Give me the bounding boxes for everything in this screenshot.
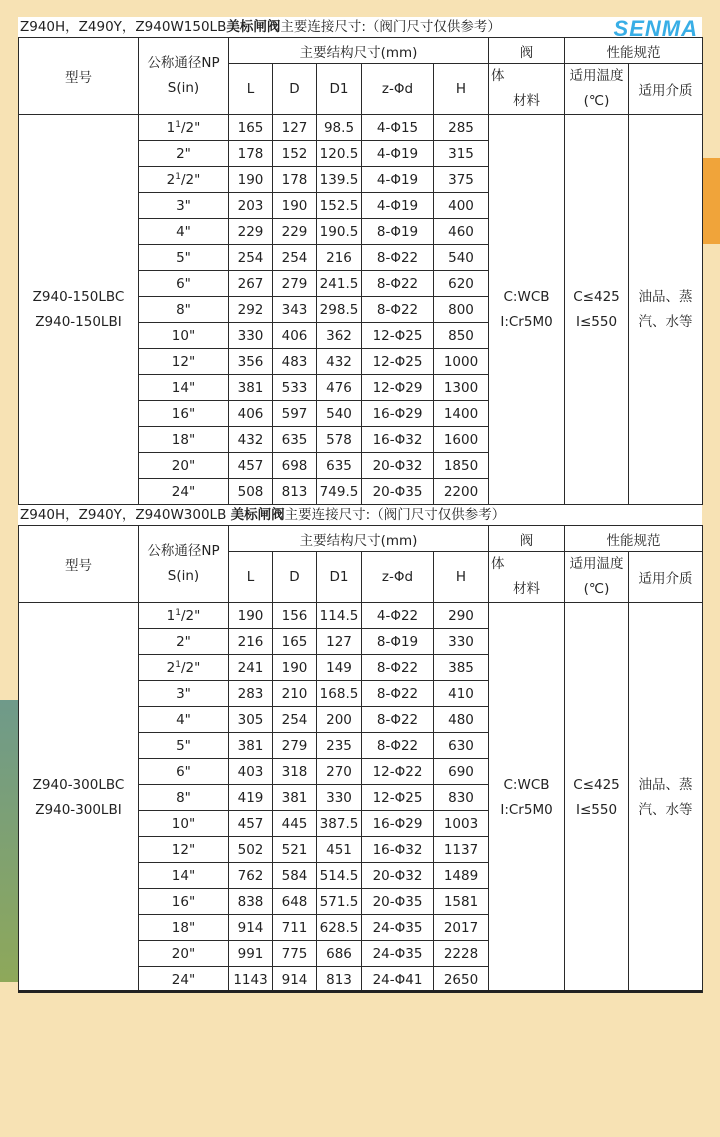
size-whole: 3": [176, 685, 191, 702]
size-cell: [139, 629, 229, 655]
header-nominal: 公称通径NP S(in): [139, 526, 229, 603]
size-whole: 14": [171, 379, 196, 396]
cell-z-d: 12-Φ25: [362, 349, 434, 375]
size-cell: [139, 837, 229, 863]
size-sup: 1: [175, 171, 181, 182]
table-1: [18, 37, 703, 505]
material-cell: C:WCB I:Cr5M0: [489, 115, 565, 505]
cell-H: 400: [434, 193, 489, 219]
cell-D1: 168.5: [317, 681, 362, 707]
bottom-rule: [18, 990, 702, 993]
cell-H: 410: [434, 681, 489, 707]
header-L: L: [229, 552, 273, 603]
cell-D: 156: [273, 603, 317, 629]
table-1-title-suffix: 主要连接尺寸:（阀门尺寸仅供参考）: [280, 19, 501, 35]
cell-L: 254: [229, 245, 273, 271]
size-cell: [139, 453, 229, 479]
cell-H: 315: [434, 141, 489, 167]
header-valve-body: 阀: [489, 526, 565, 552]
size-whole: 10": [171, 815, 196, 832]
cell-z-d: 12-Φ29: [362, 375, 434, 401]
cell-z-d: 20-Φ32: [362, 863, 434, 889]
cell-D1: 152.5: [317, 193, 362, 219]
size-whole: 6": [176, 763, 191, 780]
cell-L: 457: [229, 453, 273, 479]
medium-cell: 油品、蒸汽、水等: [629, 603, 703, 993]
size-whole: 2: [166, 171, 176, 188]
size-cell: [139, 375, 229, 401]
cell-D1: 241.5: [317, 271, 362, 297]
header-main-dims: 主要结构尺寸(mm): [229, 38, 489, 64]
cell-D: 279: [273, 733, 317, 759]
cell-H: 290: [434, 603, 489, 629]
cell-D1: 362: [317, 323, 362, 349]
cell-D: 318: [273, 759, 317, 785]
cell-D1: 127: [317, 629, 362, 655]
cell-D: 698: [273, 453, 317, 479]
cell-H: 2017: [434, 915, 489, 941]
cell-L: 330: [229, 323, 273, 349]
header-model: 型号: [19, 38, 139, 115]
header-material-cell: [489, 64, 565, 115]
header-body-char: 体: [491, 556, 505, 572]
cell-H: 690: [434, 759, 489, 785]
cell-H: 620: [434, 271, 489, 297]
table-2-title: [18, 505, 702, 525]
cell-H: 1850: [434, 453, 489, 479]
size-whole: 14": [171, 867, 196, 884]
cell-L: 292: [229, 297, 273, 323]
cell-L: 190: [229, 167, 273, 193]
header-body-char: 体: [491, 68, 505, 84]
cell-H: 830: [434, 785, 489, 811]
cell-D: 381: [273, 785, 317, 811]
cell-D: 584: [273, 863, 317, 889]
cell-H: 1003: [434, 811, 489, 837]
cell-z-d: 24-Φ41: [362, 967, 434, 993]
cell-L: 403: [229, 759, 273, 785]
cell-z-d: 24-Φ35: [362, 941, 434, 967]
cell-D1: 514.5: [317, 863, 362, 889]
size-cell: [139, 967, 229, 993]
cell-z-d: 8-Φ22: [362, 271, 434, 297]
size-cell: [139, 167, 229, 193]
size-whole: 8": [176, 789, 191, 806]
header-H: H: [434, 552, 489, 603]
size-cell: [139, 603, 229, 629]
cell-z-d: 8-Φ22: [362, 681, 434, 707]
header-H: H: [434, 64, 489, 115]
cell-z-d: 4-Φ19: [362, 193, 434, 219]
size-cell: [139, 115, 229, 141]
cell-H: 630: [434, 733, 489, 759]
header-z-d: z-Φd: [362, 64, 434, 115]
cell-D1: 635: [317, 453, 362, 479]
cell-D: 775: [273, 941, 317, 967]
cell-D1: 149: [317, 655, 362, 681]
table-1-title: [18, 16, 702, 41]
size-rest: /2": [180, 119, 201, 136]
left-accent-bar: [0, 700, 18, 982]
cell-L: 229: [229, 219, 273, 245]
table-row: [19, 115, 703, 141]
size-whole: 10": [171, 327, 196, 344]
size-cell: [139, 707, 229, 733]
cell-D1: 686: [317, 941, 362, 967]
cell-D: 597: [273, 401, 317, 427]
cell-H: 1300: [434, 375, 489, 401]
size-cell: [139, 785, 229, 811]
cell-D: 914: [273, 967, 317, 993]
cell-H: 385: [434, 655, 489, 681]
size-rest: /2": [180, 607, 201, 624]
cell-D: 190: [273, 193, 317, 219]
cell-H: 1000: [434, 349, 489, 375]
table-1-title-prefix: Z940H，Z490Y，Z940W150LB: [20, 19, 227, 35]
cell-D1: 298.5: [317, 297, 362, 323]
cell-L: 203: [229, 193, 273, 219]
header-medium: 适用介质: [629, 552, 703, 603]
cell-D1: 813: [317, 967, 362, 993]
cell-L: 406: [229, 401, 273, 427]
cell-H: 1600: [434, 427, 489, 453]
cell-D1: 628.5: [317, 915, 362, 941]
cell-D1: 330: [317, 785, 362, 811]
cell-D1: 578: [317, 427, 362, 453]
cell-L: 419: [229, 785, 273, 811]
cell-L: 991: [229, 941, 273, 967]
cell-L: 190: [229, 603, 273, 629]
cell-D1: 571.5: [317, 889, 362, 915]
cell-D: 152: [273, 141, 317, 167]
cell-H: 850: [434, 323, 489, 349]
cell-L: 267: [229, 271, 273, 297]
header-valve-body: 阀: [489, 38, 565, 64]
model-cell: Z940-150LBC Z940-150LBI: [19, 115, 139, 505]
cell-L: 283: [229, 681, 273, 707]
cell-L: 838: [229, 889, 273, 915]
header-temp: 适用温度(℃): [565, 552, 629, 603]
size-cell: [139, 323, 229, 349]
cell-z-d: 12-Φ25: [362, 785, 434, 811]
size-whole: 3": [176, 197, 191, 214]
size-whole: 1: [166, 119, 176, 136]
cell-H: 480: [434, 707, 489, 733]
cell-L: 381: [229, 733, 273, 759]
header-temp: 适用温度(℃): [565, 64, 629, 115]
table-1-title-bold: 美标闸阀: [226, 19, 281, 35]
cell-D: 635: [273, 427, 317, 453]
cell-D1: 216: [317, 245, 362, 271]
cell-L: 381: [229, 375, 273, 401]
header-main-dims: 主要结构尺寸(mm): [229, 526, 489, 552]
table-2-title-prefix: Z940H，Z940Y，Z940W300LB: [20, 507, 231, 523]
cell-H: 460: [434, 219, 489, 245]
size-rest: /2": [180, 171, 201, 188]
cell-H: 1489: [434, 863, 489, 889]
cell-D1: 120.5: [317, 141, 362, 167]
size-cell: [139, 655, 229, 681]
size-cell: [139, 245, 229, 271]
size-whole: 16": [171, 893, 196, 910]
cell-L: 762: [229, 863, 273, 889]
cell-z-d: 8-Φ22: [362, 655, 434, 681]
cell-H: 2650: [434, 967, 489, 993]
cell-z-d: 8-Φ22: [362, 297, 434, 323]
size-whole: 8": [176, 301, 191, 318]
cell-D1: 387.5: [317, 811, 362, 837]
cell-z-d: 20-Φ32: [362, 453, 434, 479]
cell-z-d: 12-Φ25: [362, 323, 434, 349]
cell-D: 127: [273, 115, 317, 141]
size-cell: [139, 219, 229, 245]
cell-D: 178: [273, 167, 317, 193]
cell-H: 1581: [434, 889, 489, 915]
cell-z-d: 4-Φ22: [362, 603, 434, 629]
cell-H: 2200: [434, 479, 489, 505]
model-cell: Z940-300LBC Z940-300LBI: [19, 603, 139, 993]
cell-D1: 190.5: [317, 219, 362, 245]
size-whole: 20": [171, 457, 196, 474]
table-2-title-bold: 美标闸阀: [230, 507, 285, 523]
cell-L: 914: [229, 915, 273, 941]
cell-D: 254: [273, 707, 317, 733]
cell-z-d: 8-Φ22: [362, 707, 434, 733]
size-cell: [139, 401, 229, 427]
cell-z-d: 4-Φ15: [362, 115, 434, 141]
cell-L: 216: [229, 629, 273, 655]
size-cell: [139, 811, 229, 837]
cell-z-d: 20-Φ35: [362, 479, 434, 505]
cell-H: 375: [434, 167, 489, 193]
size-whole: 24": [171, 971, 196, 988]
cell-D1: 476: [317, 375, 362, 401]
cell-D1: 114.5: [317, 603, 362, 629]
cell-L: 241: [229, 655, 273, 681]
size-whole: 2": [176, 633, 191, 650]
cell-D: 229: [273, 219, 317, 245]
size-cell: [139, 193, 229, 219]
cell-D: 343: [273, 297, 317, 323]
cell-L: 178: [229, 141, 273, 167]
temp-cell: C≤425 I≤550: [565, 603, 629, 993]
cell-D: 165: [273, 629, 317, 655]
size-whole: 5": [176, 249, 191, 266]
size-cell: [139, 479, 229, 505]
size-sup: 1: [175, 607, 181, 618]
cell-D: 254: [273, 245, 317, 271]
table-row: [19, 603, 703, 629]
header-nominal: 公称通径NP S(in): [139, 38, 229, 115]
size-cell: [139, 863, 229, 889]
temp-cell: C≤425 I≤550: [565, 115, 629, 505]
header-performance: 性能规范: [565, 38, 703, 64]
size-whole: 1: [166, 607, 176, 624]
cell-D1: 270: [317, 759, 362, 785]
size-cell: [139, 349, 229, 375]
size-whole: 2": [176, 145, 191, 162]
cell-L: 305: [229, 707, 273, 733]
size-cell: [139, 941, 229, 967]
cell-D1: 98.5: [317, 115, 362, 141]
cell-z-d: 4-Φ19: [362, 141, 434, 167]
size-whole: 5": [176, 737, 191, 754]
header-z-d: z-Φd: [362, 552, 434, 603]
size-whole: 20": [171, 945, 196, 962]
size-whole: 6": [176, 275, 191, 292]
cell-z-d: 8-Φ19: [362, 219, 434, 245]
cell-D: 533: [273, 375, 317, 401]
spec-sheet: [18, 17, 702, 993]
cell-D: 210: [273, 681, 317, 707]
header-model: 型号: [19, 526, 139, 603]
cell-L: 1143: [229, 967, 273, 993]
cell-D1: 749.5: [317, 479, 362, 505]
size-sup: 1: [175, 659, 181, 670]
cell-D: 406: [273, 323, 317, 349]
medium-cell: 油品、蒸汽、水等: [629, 115, 703, 505]
header-D1: D1: [317, 64, 362, 115]
size-cell: [139, 297, 229, 323]
cell-z-d: 16-Φ32: [362, 427, 434, 453]
cell-D: 521: [273, 837, 317, 863]
cell-H: 800: [434, 297, 489, 323]
cell-z-d: 16-Φ29: [362, 401, 434, 427]
size-cell: [139, 271, 229, 297]
header-D: D: [273, 552, 317, 603]
size-whole: 12": [171, 841, 196, 858]
cell-H: 1400: [434, 401, 489, 427]
cell-L: 356: [229, 349, 273, 375]
cell-z-d: 8-Φ22: [362, 245, 434, 271]
senma-logo: SENMA: [613, 16, 698, 41]
cell-z-d: 4-Φ19: [362, 167, 434, 193]
size-cell: [139, 681, 229, 707]
size-cell: [139, 759, 229, 785]
cell-H: 540: [434, 245, 489, 271]
material-cell: C:WCB I:Cr5M0: [489, 603, 565, 993]
size-cell: [139, 733, 229, 759]
header-performance: 性能规范: [565, 526, 703, 552]
cell-H: 285: [434, 115, 489, 141]
size-sup: 1: [175, 119, 181, 130]
cell-D1: 432: [317, 349, 362, 375]
size-whole: 4": [176, 223, 191, 240]
header-D: D: [273, 64, 317, 115]
size-cell: [139, 889, 229, 915]
cell-D: 648: [273, 889, 317, 915]
cell-H: 330: [434, 629, 489, 655]
size-whole: 2: [166, 659, 176, 676]
cell-D: 813: [273, 479, 317, 505]
table-2: [18, 525, 703, 993]
cell-D1: 235: [317, 733, 362, 759]
cell-D1: 451: [317, 837, 362, 863]
size-whole: 12": [171, 353, 196, 370]
size-cell: [139, 427, 229, 453]
cell-D: 445: [273, 811, 317, 837]
header-material: 材料: [513, 581, 541, 597]
size-whole: 4": [176, 711, 191, 728]
size-rest: /2": [180, 659, 201, 676]
cell-z-d: 8-Φ19: [362, 629, 434, 655]
size-whole: 18": [171, 919, 196, 936]
header-material: 材料: [513, 93, 541, 109]
cell-L: 165: [229, 115, 273, 141]
cell-D1: 200: [317, 707, 362, 733]
header-medium: 适用介质: [629, 64, 703, 115]
cell-L: 457: [229, 811, 273, 837]
cell-z-d: 16-Φ32: [362, 837, 434, 863]
cell-D: 279: [273, 271, 317, 297]
cell-L: 432: [229, 427, 273, 453]
cell-D1: 540: [317, 401, 362, 427]
cell-z-d: 8-Φ22: [362, 733, 434, 759]
size-whole: 16": [171, 405, 196, 422]
cell-z-d: 24-Φ35: [362, 915, 434, 941]
size-cell: [139, 915, 229, 941]
header-material-cell: [489, 552, 565, 603]
cell-D: 190: [273, 655, 317, 681]
cell-D: 483: [273, 349, 317, 375]
cell-z-d: 12-Φ22: [362, 759, 434, 785]
size-whole: 18": [171, 431, 196, 448]
cell-z-d: 16-Φ29: [362, 811, 434, 837]
cell-H: 2228: [434, 941, 489, 967]
cell-z-d: 20-Φ35: [362, 889, 434, 915]
cell-D: 711: [273, 915, 317, 941]
cell-H: 1137: [434, 837, 489, 863]
header-D1: D1: [317, 552, 362, 603]
header-L: L: [229, 64, 273, 115]
table-2-title-suffix: 主要连接尺寸:（阀门尺寸仅供参考）: [284, 507, 506, 523]
size-cell: [139, 141, 229, 167]
cell-L: 508: [229, 479, 273, 505]
size-whole: 24": [171, 483, 196, 500]
cell-D1: 139.5: [317, 167, 362, 193]
right-accent-bar: [702, 158, 720, 244]
cell-L: 502: [229, 837, 273, 863]
